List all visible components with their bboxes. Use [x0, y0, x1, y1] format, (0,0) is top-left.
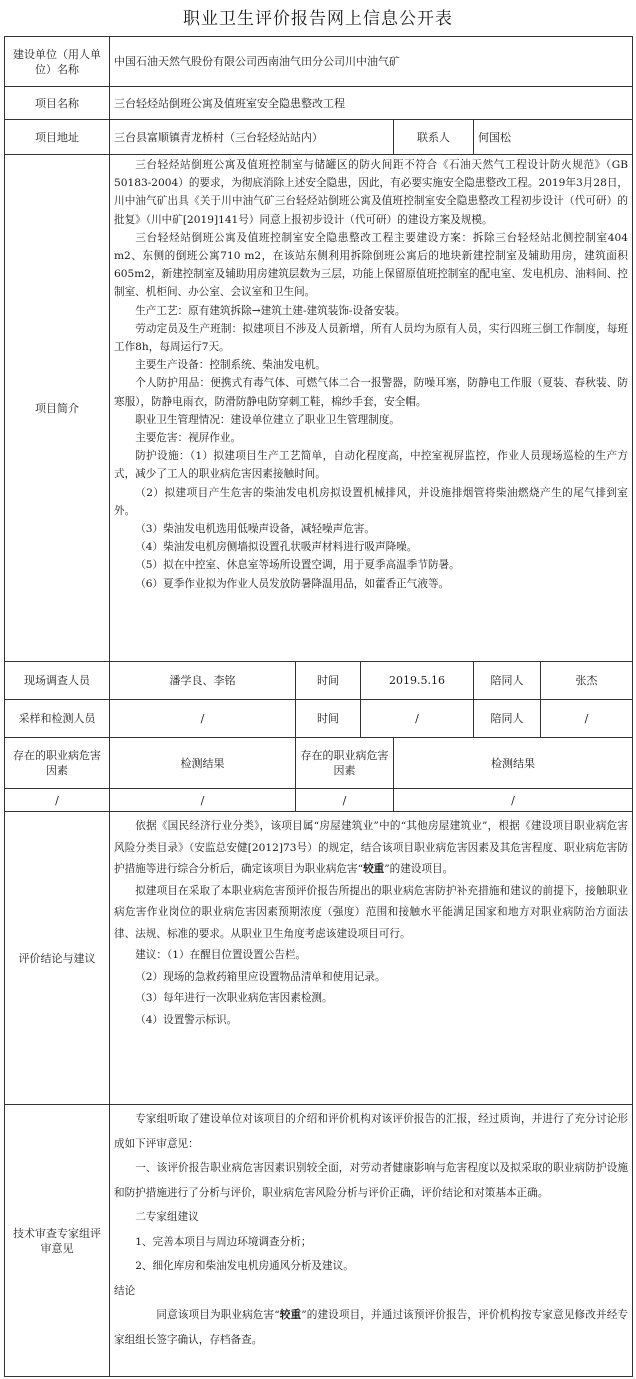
- hazard-cell: /: [296, 789, 394, 812]
- disclosure-table: [4, 36, 633, 1377]
- expert-paragraph: 2、细化库房和柴油发电机房通风分析及建议。: [135, 1260, 354, 1272]
- sampling-label: 采样和检测人员: [5, 700, 110, 738]
- expert-paragraph: 1、完善本项目与周边环境调查分析；: [135, 1235, 312, 1248]
- suggestion-item: （2）现场的急救药箱里应设置物品清单和使用记录。: [135, 970, 386, 983]
- evaluation-paragraph: 拟建项目在采取了本职业病危害预评价报告所提出的职业病危害防护补充措施和建议的前提下，接触职业病危害作业岗位的职业病危害因素预期浓度（强度）范围和接触水平能满足国家和地方对职业病防治方面法律、法规、标准的要求。从职业卫生角度考虑该建设项目可行。: [114, 884, 629, 940]
- expert-paragraph: 二专家组建议: [135, 1211, 199, 1223]
- hazard-header: 存在的职业病危害因素: [5, 738, 110, 789]
- sampling-time-value: /: [361, 700, 474, 738]
- expert-paragraph: 一、该评价报告职业病危害因素识别较全面，对劳动者健康影响与危害程度以及拟采取的职业病防护设施和防护措施进行了分析与评价，职业病危害风险分析与评价正确，评价结论和对策基本正确。: [114, 1162, 629, 1199]
- expert-text: 同意该项目为职业病危害“: [156, 1309, 280, 1321]
- contact-label: 联系人: [394, 120, 474, 155]
- intro-paragraph: 生产工艺：原有建筑拆除→建筑土建-建筑装饰-设备安装。: [135, 304, 406, 317]
- document-title: 职业卫生评价报告网上信息公开表: [183, 9, 453, 29]
- survey-row: [5, 662, 633, 700]
- intro-paragraph: 主要生产设备：控制系统、柴油发电机。: [135, 359, 326, 372]
- suggestion-item: 建议：（1）在醒目位置设置公告栏。: [135, 949, 307, 961]
- expert-paragraph: 专家组听取了建设单位对该项目的介绍和评价机构对该评价报告的汇报，经过质询，并进行了充分讨论形成如下评审意见：: [114, 1113, 629, 1150]
- intro-paragraph: 防护设施：（1）拟建项目生产工艺简单，自动化程度高，中控室视屏监控，作业人员现场巡检的生产方式，减少了工人的职业病危害因素接触时间。: [114, 450, 629, 481]
- project-name-label: 项目名称: [5, 87, 110, 120]
- suggestion-item: （4）设置警示标识。: [135, 1013, 238, 1026]
- contact-value: 何国松: [474, 120, 633, 155]
- intro-paragraph: 主要危害：视屏作业。: [135, 432, 242, 445]
- expert-content: [110, 1105, 633, 1377]
- expert-text: ”的建设项目，并通过该预评价报告，评价机构按专家意见修改并经专家组组长签字确认，存档备查。: [114, 1309, 629, 1346]
- evaluation-text: 依据《国民经济行业分类》，该项目属“房屋建筑业”中的“其他房屋建筑业”，根据《建设项目职业病危害风险分类目录》（安监总安健[2012]73号）的规定，结合该项目职业病危害因素及其危害程度、职业病危害防护措施等进行综合分析后，确定该项目为职业病危害“: [114, 820, 629, 875]
- intro-paragraph: 三台轻烃站倒班公寓及值班控制室安全隐患整改工程主要建设方案：拆除三台轻烃站北侧控制室404 m2、东侧的倒班公寓710 m2，在该站东侧利用拆除倒班公寓后的地块新建控制室及辅助用房，建筑面积605m2，新建控制室及辅助用房建筑层数为三层，功能上保留原值班控制室的配电室、发电机房、油料间、控制室、机柜间、办公室、会议室和卫生间。: [114, 231, 629, 299]
- hazard-header: 检测结果: [394, 738, 633, 789]
- hazard-header: 存在的职业病危害因素: [296, 738, 394, 789]
- intro-item: （3）柴油发电机选用低噪声设备，减轻噪声危害。: [135, 523, 375, 536]
- project-address-label: 项目地址: [5, 120, 110, 155]
- intro-paragraph: 三台轻烃站倒班公寓及值班控制室与储罐区的防火间距不符合《石油天然气工程设计防火规范》（GB 50183-2004）的要求，为彻底消除上述安全隐患，因此，有必要实施安全隐患整改工程。2019年3月28日，川中油气矿出具《关于川中油气矿三台轻烃站倒班公寓及值班控制室安全隐患整改工程初步设计（代可研）的批复》（川中矿[2019]141号）同意上报初步设计（代可研）的建设方案及规模。: [114, 159, 629, 226]
- intro-paragraph: 个人防护用品：便携式有毒气体、可燃气体二合一报警器，防噪耳塞，防静电工作服（夏装、春秋装、防寒服），防静电雨衣，防滑防静电防穿刺工鞋，棉纱手套，安全帽。: [114, 377, 629, 408]
- intro-paragraph: 劳动定员及生产班制：拟建项目不涉及人员新增，所有人员均为原有人员，实行四班三倒工作制度，每班工作8h，每周运行7天。: [114, 322, 629, 354]
- intro-content: [110, 155, 633, 662]
- project-address-value: 三台县富顺镇青龙桥村（三台轻烃站站内）: [110, 120, 394, 155]
- sampling-escort-value: /: [541, 700, 633, 738]
- hazard-value-row: [5, 789, 633, 812]
- risk-level-emphasis: 较重: [363, 863, 385, 875]
- intro-item: （6）夏季作业拟为作业人员发放防暑降温用品，如藿香正气液等。: [135, 577, 450, 590]
- survey-escort-value: 张杰: [541, 662, 633, 700]
- hazard-header-row: [5, 738, 633, 789]
- evaluation-content: [110, 812, 633, 1105]
- unit-row: [5, 37, 633, 87]
- expert-label: 技术审查专家组评审意见: [5, 1105, 110, 1377]
- sampling-escort-label: 陪同人: [474, 700, 541, 738]
- survey-time-label: 时间: [296, 662, 361, 700]
- survey-persons: 潘学良、李铭: [110, 662, 296, 700]
- survey-escort-label: 陪同人: [474, 662, 541, 700]
- evaluation-text: ”的建设项目。: [384, 863, 454, 875]
- hazard-cell: /: [5, 789, 110, 812]
- expert-conclusion: [114, 1303, 628, 1352]
- risk-level-emphasis: 较重: [279, 1309, 302, 1321]
- hazard-header: 检测结果: [110, 738, 296, 789]
- project-address-row: [5, 120, 633, 155]
- project-name-row: [5, 87, 633, 120]
- expert-conclusion-heading: 结论: [114, 1284, 136, 1297]
- hazard-cell: /: [110, 789, 296, 812]
- intro-label: 项目简介: [5, 155, 110, 662]
- evaluation-row: [5, 812, 633, 1105]
- sampling-persons: /: [110, 700, 296, 738]
- unit-label: 建设单位（用人单位）名称: [5, 37, 110, 87]
- evaluation-paragraph: [114, 816, 628, 881]
- intro-paragraph: 职业卫生管理情况：建设单位建立了职业卫生管理制度。: [135, 413, 401, 426]
- suggestion-item: （3）每年进行一次职业病危害因素检测。: [135, 992, 333, 1004]
- sampling-time-label: 时间: [296, 700, 361, 738]
- intro-item: （2）拟建项目产生危害的柴油发电机房拟设置机械排风，并设施排烟管将柴油燃烧产生的尾气排到室外。: [114, 486, 629, 517]
- project-name-value: 三台轻烃站倒班公寓及值班室安全隐患整改工程: [110, 87, 633, 120]
- intro-item: （5）拟在中控室、休息室等场所设置空调，用于夏季高温季节防暑。: [135, 559, 460, 572]
- sampling-row: [5, 700, 633, 738]
- survey-label: 现场调查人员: [5, 662, 110, 700]
- intro-row: [5, 155, 633, 662]
- survey-time-value: 2019.5.16: [361, 662, 474, 700]
- hazard-cell: /: [394, 789, 633, 812]
- expert-row: [5, 1105, 633, 1377]
- intro-item: （4）柴油发电机房侧墙拟设置孔状吸声材料进行吸声降噪。: [135, 541, 418, 554]
- evaluation-label: 评价结论与建议: [5, 812, 110, 1105]
- unit-value: 中国石油天然气股份有限公司西南油气田分公司川中油气矿: [110, 37, 633, 87]
